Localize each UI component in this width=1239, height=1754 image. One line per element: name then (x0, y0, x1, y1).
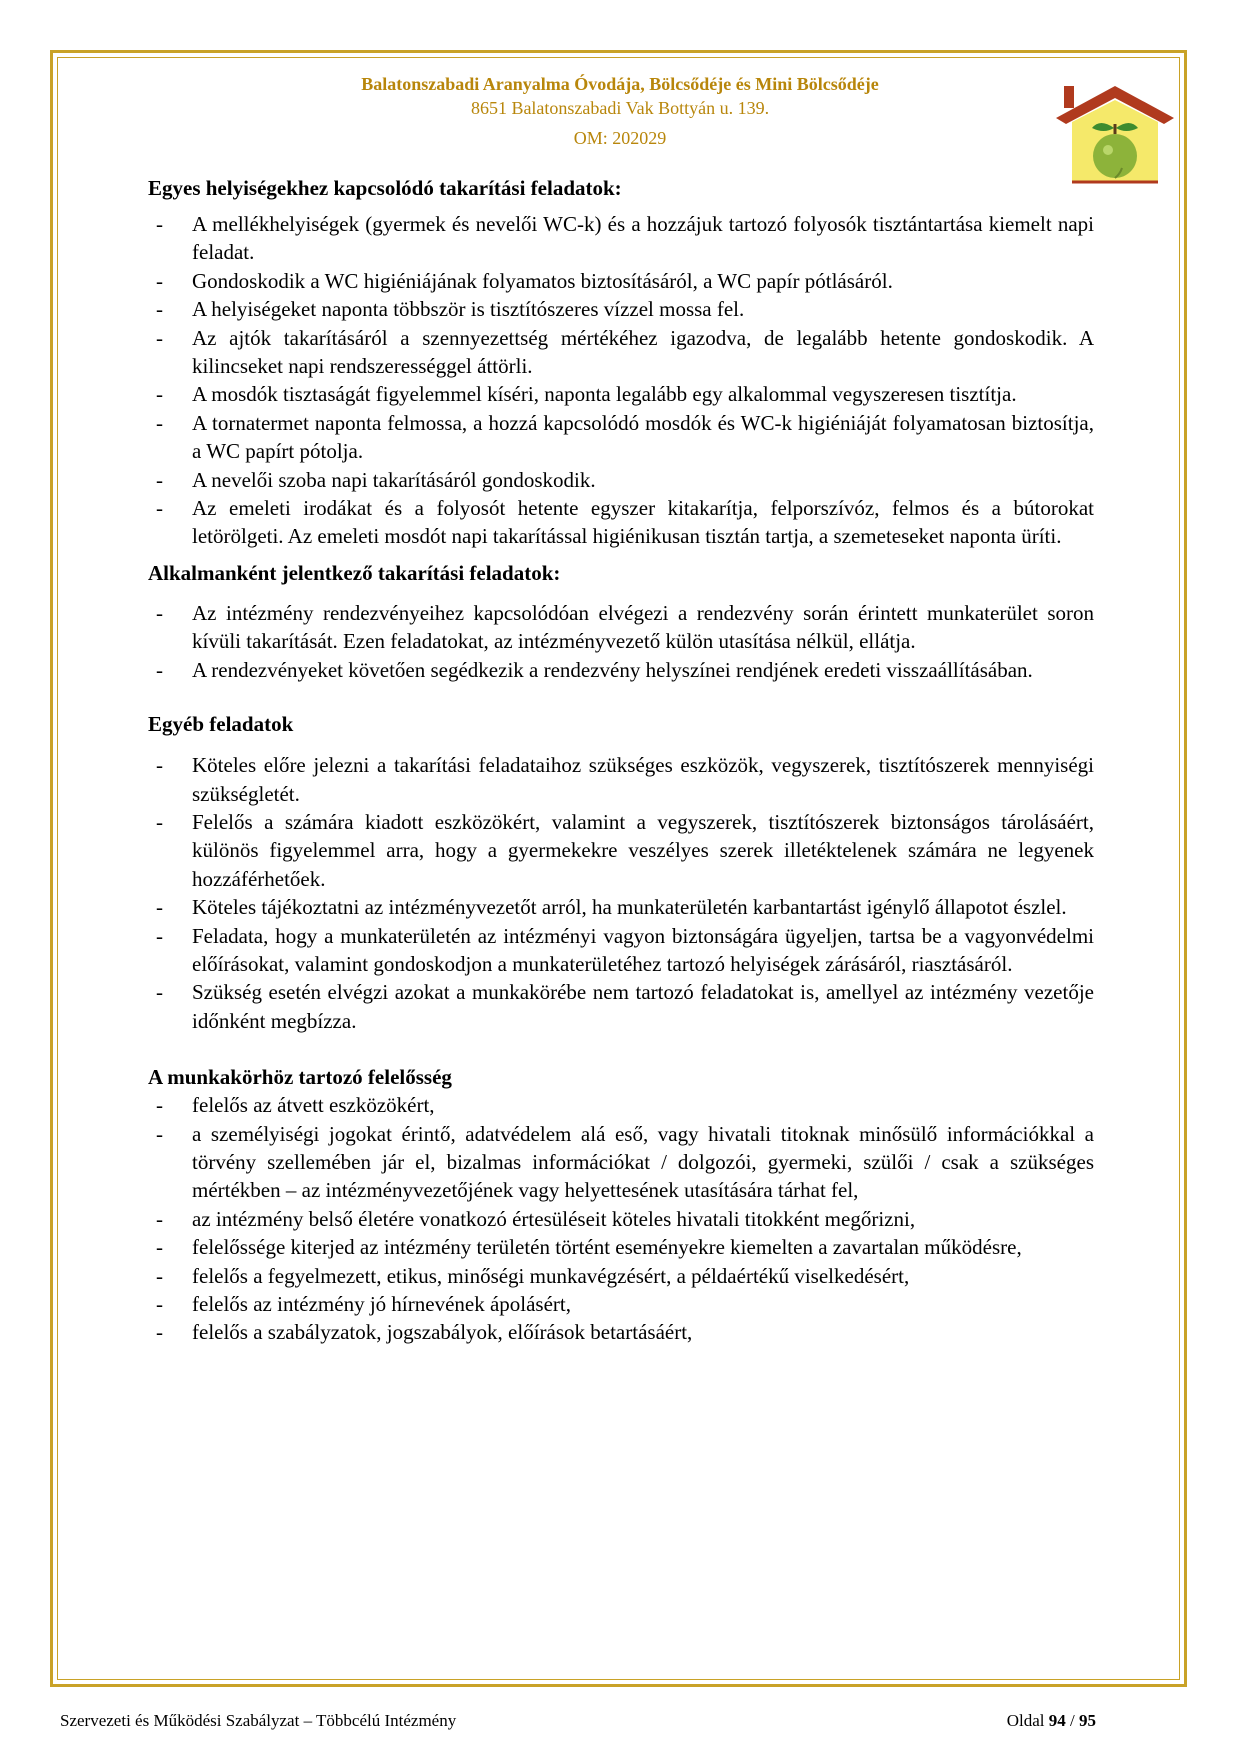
list-item: - a személyiségi jogokat érintő, adatvédelem alá eső, vagy hivatali titoknak minősülő információkkal a törvény szellemében jár el, bizalmas információkat / dolgozói, gyermeki, szülői / csak a szükséges mértékben – az intézményvezetőjének vagy helyettesének utasítására tárhat fel, (148, 1120, 1094, 1205)
list-item: - A mellékhelyiségek (gyermek és nevelői WC-k) és a hozzájuk tartozó folyosók tisztántartása kiemelt napi feladat. (148, 210, 1094, 267)
section-heading-room-cleaning: Egyes helyiségekhez kapcsolódó takarítási feladatok: (148, 176, 622, 200)
om-identifier: OM: 202029 (573, 128, 667, 148)
list-item: - Szükség esetén elvégzi azokat a munkakörébe nem tartozó feladatokat is, amellyel az intézmény vezetője időnként megbízza. (148, 978, 1094, 1035)
list-item: - felelős a szabályzatok, jogszabályok, előírások betartásáért, (148, 1318, 1094, 1346)
list-item: - felelőssége kiterjed az intézmény területén történt eseményekre kiemelten a zavartalan működésre, (148, 1233, 1094, 1261)
footer-document-title: Szervezeti és Működési Szabályzat – Többcélú Intézmény (60, 1711, 457, 1730)
page-separator: / (1070, 1711, 1075, 1730)
other-tasks-list (148, 751, 1094, 1035)
list-item: - az intézmény belső életére vonatkozó értesüléseit köteles hivatali titokként megőrizni, (148, 1205, 1094, 1233)
list-item: - felelős az intézmény jó hírnevének ápolásért, (148, 1290, 1094, 1318)
list-item: - Az ajtók takarításáról a szennyezettség mértékéhez igazodva, de legalább hetente gondoskodik. A kilincseket napi rendszerességgel áttörli. (148, 324, 1094, 381)
document-header (150, 72, 1090, 150)
section-heading-responsibility: A munkakörhöz tartozó felelősség (148, 1065, 452, 1090)
list-item: - A rendezvényeket követően segédkezik a rendezvény helyszínei rendjének eredeti visszaállításában. (148, 656, 1094, 684)
list-item: - Felelős a számára kiadott eszközökért, valamint a vegyszerek, tisztítószerek biztonságos tárolásáért, különös figyelemmel arra, hogy a gyermekekre veszélyes szerek illetéktelenek számára ne legyenek hozzáférhetőek. (148, 808, 1094, 893)
section-heading-other-tasks: Egyéb feladatok (148, 712, 294, 737)
institution-name: Balatonszabadi Aranyalma Óvodája, Bölcsődéje és Mini Bölcsődéje (361, 74, 879, 94)
section-heading-occasional-cleaning: Alkalmanként jelentkező takarítási feladatok: (148, 560, 561, 585)
footer-page-number (1007, 1710, 1096, 1732)
list-item: - Az intézmény rendezvényeihez kapcsolódóan elvégezi a rendezvény során érintett munkaterület soron kívüli takarítását. Ezen feladatokat, az intézményvezető külön utasítása nélkül, ellátja. (148, 599, 1094, 656)
list-item: - Feladata, hogy a munkaterületén az intézményi vagyon biztonságára ügyeljen, tartsa be a vagyonvédelmi előírásokat, valamint gondoskodjon a munkaterületéhez tartozó helyiségek zárásáról, riasztásáról. (148, 922, 1094, 979)
page-total: 95 (1079, 1711, 1096, 1730)
room-cleaning-list (148, 210, 1094, 551)
list-item: - Gondoskodik a WC higiéniájának folyamatos biztosításáról, a WC papír pótlásáról. (148, 267, 1094, 295)
list-item: - A mosdók tisztaságát figyelemmel kíséri, naponta legalább egy alkalommal vegyszeresen tisztítja. (148, 380, 1094, 408)
page-current: 94 (1048, 1711, 1066, 1730)
page-label: Oldal (1006, 1711, 1045, 1730)
document-body (148, 174, 1094, 1347)
list-item: - felelős az átvett eszközökért, (148, 1091, 1094, 1119)
responsibility-list (148, 1091, 1094, 1347)
occasional-cleaning-list (148, 599, 1094, 684)
list-item: - A tornatermet naponta felmossa, a hozzá kapcsolódó mosdók és WC-k higiéniáját folyamatosan biztosítja, a WC papírt pótolja. (148, 409, 1094, 466)
institution-address: 8651 Balatonszabadi Vak Bottyán u. 139. (470, 98, 770, 118)
list-item: - felelős a fegyelmezett, etikus, minőségi munkavégzésért, a példaértékű viselkedésért, (148, 1262, 1094, 1290)
list-item: - Az emeleti irodákat és a folyosót hetente egyszer kitakarítja, felporszívóz, felmos és a bútorokat letörölgeti. Az emeleti mosdót napi takarítással higiénikusan tisztán tartja, a szemeteseket naponta üríti. (148, 494, 1094, 551)
list-item: - A nevelői szoba napi takarításáról gondoskodik. (148, 466, 1094, 494)
list-item: - Köteles tájékoztatni az intézményvezetőt arról, ha munkaterületén karbantartást igénylő állapotot észlel. (148, 893, 1094, 921)
list-item: - A helyiségeket naponta többször is tisztítószeres vízzel mossa fel. (148, 295, 1094, 323)
list-item: - Köteles előre jelezni a takarítási feladataihoz szükséges eszközök, vegyszerek, tisztítószerek mennyiségi szükségletét. (148, 751, 1094, 808)
